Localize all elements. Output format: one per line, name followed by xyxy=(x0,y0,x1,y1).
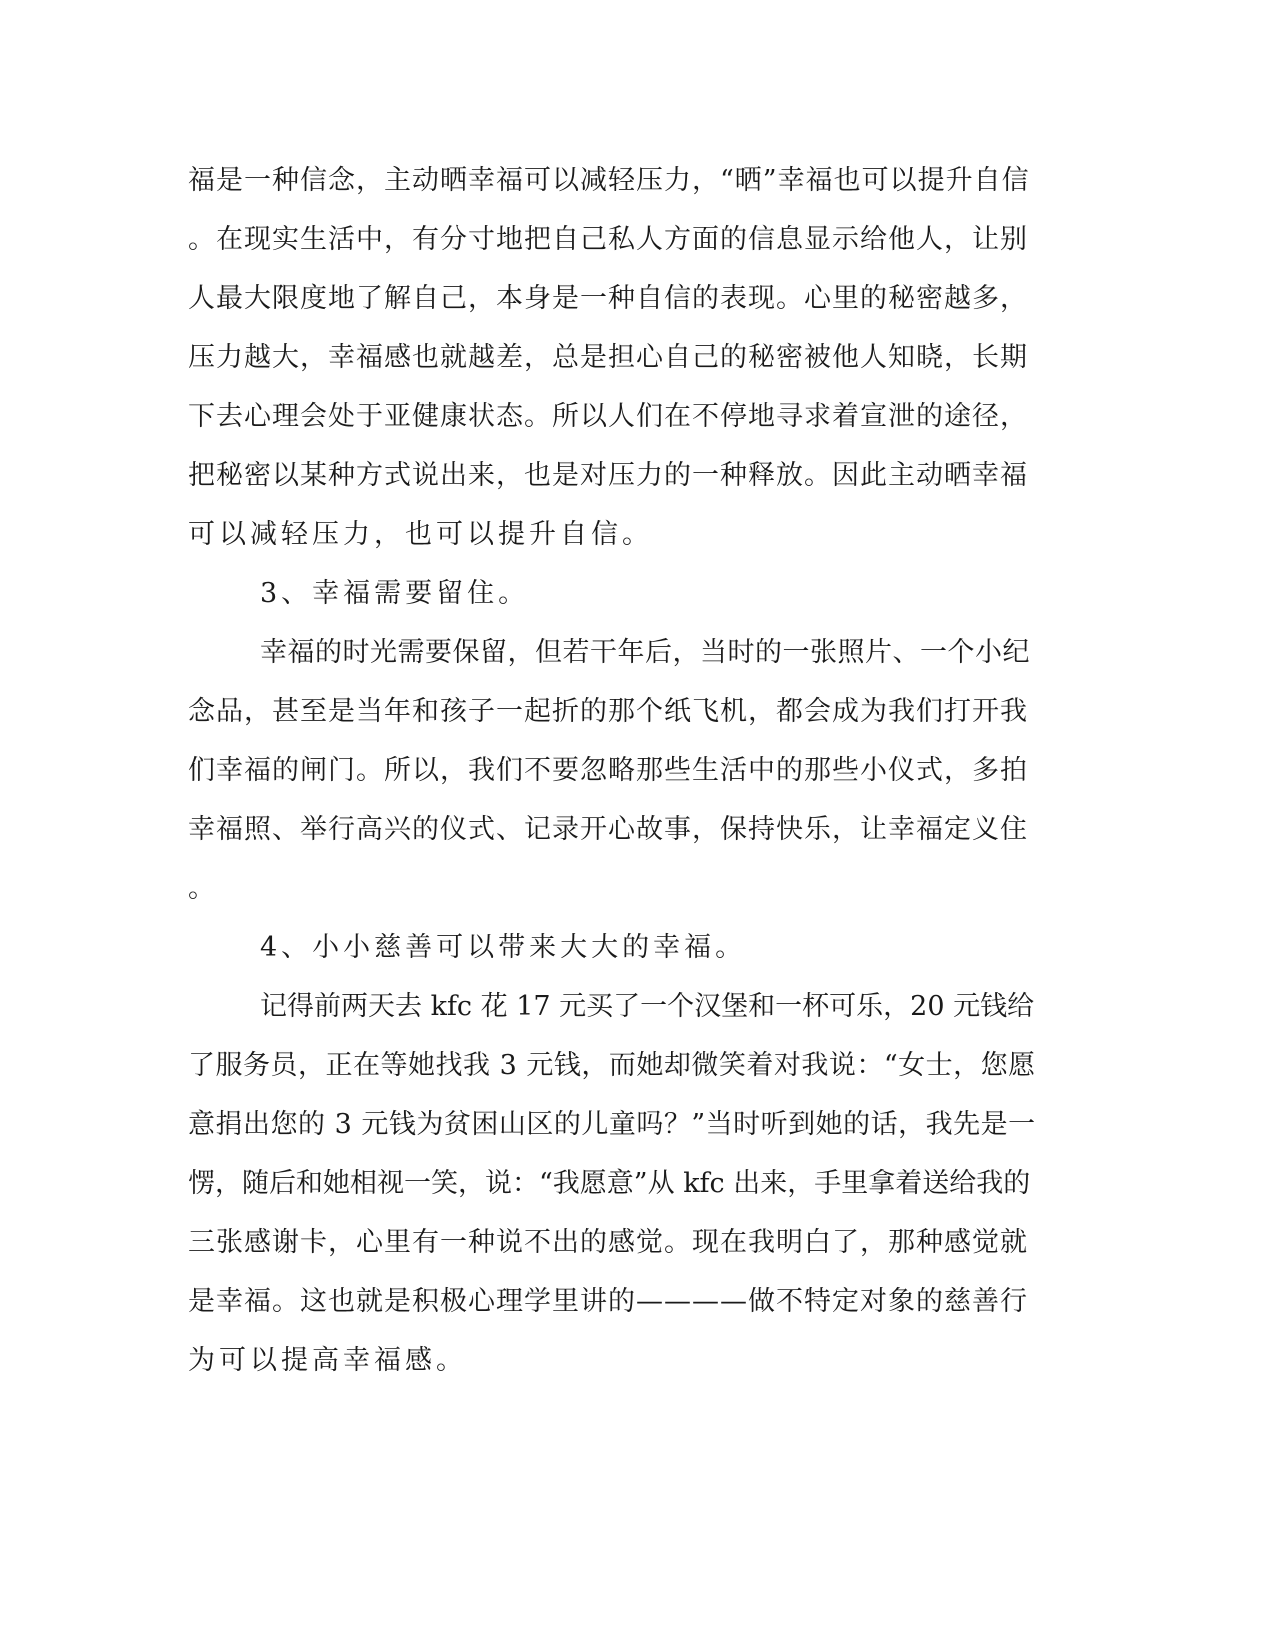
text-line: 念品，甚至是当年和孩子一起折的那个纸飞机，都会成为我们打开我 xyxy=(188,696,1028,727)
text-line: 幸福的时光需要保留，但若干年后，当时的一张照片、一个小纪 xyxy=(260,637,1030,668)
text-line: 三张感谢卡，心里有一种说不出的感觉。现在我明白了，那种感觉就 xyxy=(188,1227,1028,1258)
text-line: 下去心理会处于亚健康状态。所以人们在不停地寻求着宣泄的途径， xyxy=(188,401,1028,432)
text-line: 人最大限度地了解自己，本身是一种自信的表现。心里的秘密越多， xyxy=(188,283,1028,314)
section-heading: 4、小小慈善可以带来大大的幸福。 xyxy=(260,932,747,963)
text-line: 压力越大，幸福感也就越差，总是担心自己的秘密被他人知晓，长期 xyxy=(188,342,1028,373)
text-line: 愣，随后和她相视一笑，说：“我愿意”从 kfc 出来，手里拿着送给我的 xyxy=(188,1168,1031,1199)
text-line: 把秘密以某种方式说出来，也是对压力的一种释放。因此主动晒幸福 xyxy=(188,460,1028,491)
text-line: 。 xyxy=(188,873,219,904)
text-line: 是幸福。这也就是积极心理学里讲的————做不特定对象的慈善行 xyxy=(188,1286,1028,1317)
text-line: 记得前两天去 kfc 花 17 元买了一个汉堡和一杯可乐，20 元钱给 xyxy=(260,991,1035,1022)
text-line: 可以减轻压力，也可以提升自信。 xyxy=(188,519,653,550)
text-line: 为可以提高幸福感。 xyxy=(188,1345,467,1376)
text-line: 们幸福的闸门。所以，我们不要忽略那些生活中的那些小仪式，多拍 xyxy=(188,755,1028,786)
text-line: 了服务员，正在等她找我 3 元钱，而她却微笑着对我说：“女士，您愿 xyxy=(188,1050,1036,1081)
section-heading: 3、幸福需要留住。 xyxy=(260,578,530,609)
text-line: 福是一种信念，主动晒幸福可以减轻压力，“晒”幸福也可以提升自信 xyxy=(188,165,1030,196)
text-line: 幸福照、举行高兴的仪式、记录开心故事，保持快乐，让幸福定义住 xyxy=(188,814,1028,845)
text-line: 意捐出您的 3 元钱为贫困山区的儿童吗？”当时听到她的话，我先是一 xyxy=(188,1109,1036,1140)
text-line: 。在现实生活中，有分寸地把自己私人方面的信息显示给他人，让别 xyxy=(188,224,1028,255)
